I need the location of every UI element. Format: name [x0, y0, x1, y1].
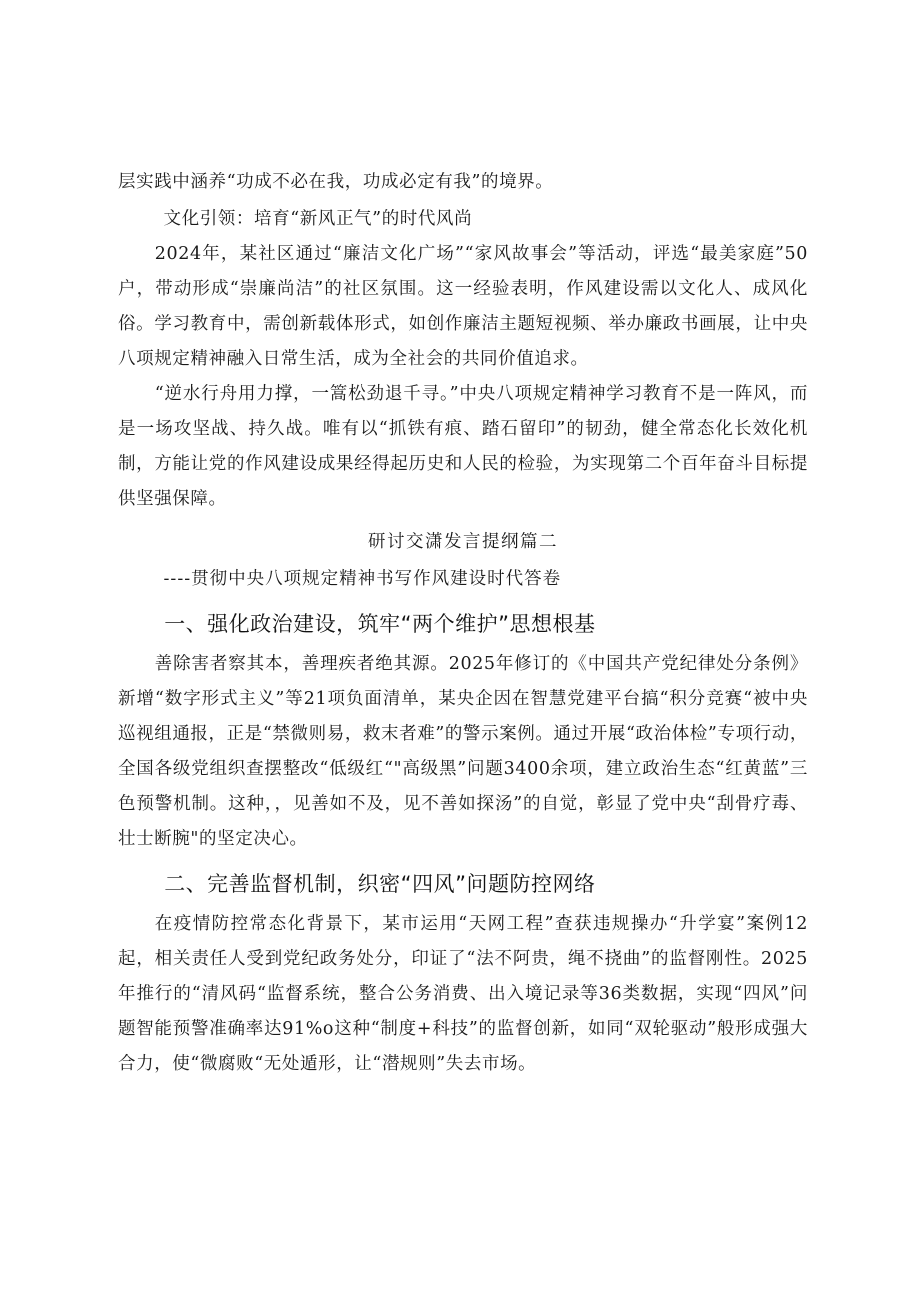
section-1-heading: 一、强化政治建设，筑牢“两个维护”思想根基: [164, 612, 596, 636]
section-2-heading: 二、完善监督机制，织密“四风”问题防控网络: [164, 872, 596, 896]
paragraph-community-culture: 2024年，某社区通过“廉洁文化广场”“家风故事会”等活动，评选“最美家庭”50户，带动形成“崇廉尚洁”的社区氛围。这一经验表明，作风建设需以文化人、成风化俗。学习教育中，需创新载体形式，如创作廉洁主题短视频、举办廉政书画展，让中央八项规定精神融入日常生活，成为全社会的共同价值追求。: [118, 244, 808, 369]
section-2-body: 在疫情防控常态化背景下，某市运用“天网工程”查获违规操办“升学宴”案例12起，相关责任人受到党纪政务处分，印证了“法不阿贵，绳不挠曲”的监督刚性。2025年推行的“清风码“监督系统，整合公务消费、出入境记录等36类数据，实现“四风”问题智能预警准确率达91%o这种“制度+科技”的监督创新，如同“双轮驱动”般形成强大合力，使“微腐败“无处遁形，让“潜规则”失去市场。: [118, 914, 808, 1074]
paragraph-continuation: 层实践中涵养“功成不必在我，功成必定有我”的境界。: [118, 172, 554, 192]
part-title: 研讨交潇发言提纲篇二: [368, 532, 558, 552]
paragraph-conclusion: “逆水行舟用力撑，一篙松劲退千寻。”中央八项规定精神学习教育不是一阵风，而是一场攻坚战、持久战。唯有以“抓铁有痕、踏石留印”的韧劲，健全常态化长效化机制，方能让党的作风建设成果经得起历史和人民的检验，为实现第二个百年奋斗目标提供坚强保障。: [118, 384, 808, 509]
document-body: [118, 165, 808, 1082]
section-1-body: 善除害者察其本，善理疾者绝其源。2025年修订的《中国共产党纪律处分条例》新增“数字形式主义”等21项负面清单，某央企因在智慧党建平台搞“积分竞赛“被中央巡视组通报，正是“禁微则易，救末者难”的警示案例。通过开展“政治体检”专项行动，全国各级党组织查摆整改“低级红“"高级黑”问题3400余项，建立政治生态“红黄蓝”三色预警机制。这种，，见善如不及，见不善如探汤”的自觉，彰显了党中央“刮骨疗毒、壮士断腕"的坚定决心。: [118, 654, 808, 849]
part-subtitle: ----贯彻中央八项规定精神书写作风建设时代答卷: [163, 569, 562, 589]
paragraph-subheading: 文化引领：培育“新风正气”的时代风尚: [163, 209, 473, 229]
